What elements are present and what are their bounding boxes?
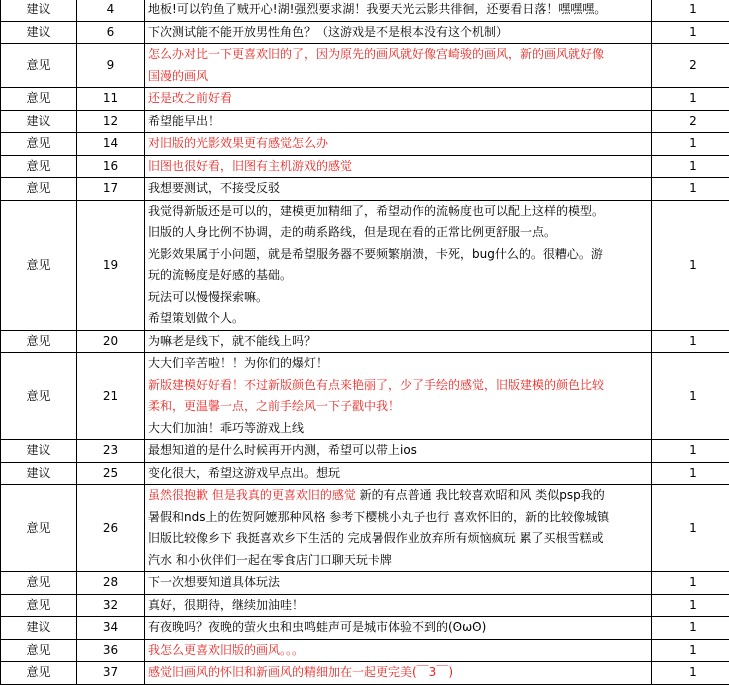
count-cell[interactable]: 1 [652,662,729,685]
feedback-text-line: 有夜晚吗？夜晚的萤火虫和虫鸣蛙声可是城市体验不到的(ʘωʘ) [148,617,648,639]
feedback-text-cell[interactable] [145,462,652,485]
category-cell[interactable]: 意见 [1,44,77,88]
feedback-text-line: 地板!可以钓鱼了贼开心!湖!强烈要求湖！我要天光云影共徘徊，还要看日落！嘿嘿嘿。 [148,0,648,21]
count-cell[interactable]: 1 [652,572,729,595]
feedback-text-line: 变化很大，希望这游戏早点出。想玩 [148,463,648,485]
id-cell[interactable]: 36 [77,639,145,662]
category-cell[interactable]: 建议 [1,440,77,463]
category-cell[interactable]: 意见 [1,639,77,662]
category-cell[interactable]: 意见 [1,200,77,330]
category-cell[interactable]: 意见 [1,178,77,201]
category-cell[interactable]: 建议 [1,110,77,133]
feedback-text-cell[interactable] [145,662,652,685]
feedback-text-line: 怎么办对比一下更喜欢旧的了，因为原先的画风就好像宫崎骏的画风，新的画风就好像 [148,44,648,66]
feedback-text-cell[interactable] [145,0,652,21]
feedback-text-line: 希望策划做个人。 [148,308,648,330]
table-row [1,110,729,133]
table-row [1,44,729,88]
feedback-text-line: 暑假和nds上的佐贺阿嬷那种风格 参考下樱桃小丸子也行 喜欢怀旧的，新的比较像城镇 [148,507,648,529]
table-row [1,572,729,595]
feedback-text-cell[interactable] [145,88,652,111]
category-cell[interactable]: 意见 [1,485,77,572]
feedback-text-line: 汽水 和小伙伴们一起在零食店门口聊天玩卡牌 [148,550,648,572]
id-cell[interactable]: 37 [77,662,145,685]
count-cell[interactable]: 1 [652,200,729,330]
id-cell[interactable]: 28 [77,572,145,595]
feedback-text-line: 玩法可以慢慢探索嘛。 [148,287,648,309]
category-cell[interactable]: 建议 [1,0,77,21]
id-cell[interactable]: 26 [77,485,145,572]
feedback-text-line: 旧版的人身比例不协调，走的萌系路线，但是现在看的正常比例更舒服一点。 [148,222,648,244]
feedback-text-cell[interactable] [145,330,652,353]
table-row [1,440,729,463]
count-cell[interactable]: 1 [652,155,729,178]
count-cell[interactable]: 1 [652,178,729,201]
feedback-text-line: 还是改之前好看 [148,88,648,110]
table-row [1,353,729,440]
count-cell[interactable]: 1 [652,0,729,21]
feedback-text-line: 玩的流畅度是好感的基础。 [148,265,648,287]
category-cell[interactable]: 意见 [1,133,77,156]
id-cell[interactable]: 32 [77,594,145,617]
feedback-text-cell[interactable] [145,110,652,133]
table-row [1,178,729,201]
feedback-text-line: 对旧版的光影效果更有感觉怎么办 [148,133,648,155]
feedback-text-line: 旧版比较像乡下 我挺喜欢乡下生活的 完成暑假作业放弃所有烦恼疯玩 累了买根雪糕或 [148,528,648,550]
id-cell[interactable]: 19 [77,200,145,330]
count-cell[interactable]: 1 [652,639,729,662]
count-cell[interactable]: 1 [652,462,729,485]
feedback-text-line: 下次测试能不能开放男性角色？（这游戏是不是根本没有这个机制） [148,22,648,44]
id-cell[interactable]: 4 [77,0,145,21]
feedback-text-line: 真好，很期待，继续加油哇！ [148,595,648,617]
feedback-text-line: 旧图也很好看，旧图有主机游戏的感觉 [148,156,648,178]
category-cell[interactable]: 意见 [1,662,77,685]
feedback-text-segment: 新的有点普通 我比较喜欢昭和风 类似psp我的 [356,488,605,502]
count-cell[interactable]: 1 [652,594,729,617]
id-cell[interactable]: 11 [77,88,145,111]
feedback-text-cell[interactable] [145,594,652,617]
feedback-text-line: 新版建模好好看！不过新版颜色有点来艳丽了，少了手绘的感觉，旧版建模的颜色比较 [148,375,648,397]
count-cell[interactable]: 1 [652,330,729,353]
id-cell[interactable]: 20 [77,330,145,353]
table-row [1,617,729,640]
category-cell[interactable]: 意见 [1,594,77,617]
feedback-text-line: 希望能早出！ [148,111,648,133]
feedback-text-line: 最想知道的是什么时候再开内测，希望可以带上ios [148,440,648,462]
feedback-text-line: 下一次想要知道具体玩法 [148,572,648,594]
id-cell[interactable]: 9 [77,44,145,88]
feedback-text-cell[interactable] [145,200,652,330]
feedback-text-line: 我怎么更喜欢旧版的画风。。。 [148,640,648,662]
count-cell[interactable]: 1 [652,133,729,156]
table-row [1,485,729,572]
feedback-text-cell[interactable] [145,639,652,662]
table-row [1,133,729,156]
table-row [1,88,729,111]
feedback-table-body [1,0,729,684]
table-row [1,155,729,178]
table-row [1,594,729,617]
feedback-text-cell[interactable] [145,440,652,463]
feedback-text-cell[interactable] [145,485,652,572]
feedback-text-segment: 虽然很抱歉 但是我真的更喜欢旧的感觉 [148,488,356,502]
id-cell[interactable]: 21 [77,353,145,440]
feedback-text-line: 光影效果属于小问题，就是希望服务器不要频繁崩溃，卡死，bug什么的。很糟心。游 [148,244,648,266]
feedback-text-line [148,485,648,507]
feedback-text-cell[interactable] [145,617,652,640]
id-cell[interactable]: 12 [77,110,145,133]
category-cell[interactable]: 建议 [1,21,77,44]
table-row [1,330,729,353]
count-cell[interactable]: 1 [652,440,729,463]
feedback-text-cell[interactable] [145,572,652,595]
id-cell[interactable]: 25 [77,462,145,485]
feedback-text-cell[interactable] [145,353,652,440]
table-row [1,200,729,330]
count-cell[interactable]: 1 [652,353,729,440]
id-cell[interactable]: 17 [77,178,145,201]
category-cell[interactable]: 意见 [1,572,77,595]
count-cell[interactable]: 1 [652,617,729,640]
feedback-text-line: 大大们加油！乖巧等游戏上线 [148,418,648,440]
category-cell[interactable]: 意见 [1,353,77,440]
feedback-text-line: 为嘛老是线下，就不能线上吗？ [148,331,648,353]
table-row [1,462,729,485]
count-cell[interactable]: 2 [652,44,729,88]
id-cell[interactable]: 23 [77,440,145,463]
category-cell[interactable]: 意见 [1,155,77,178]
feedback-text-cell[interactable] [145,44,652,88]
feedback-text-line: 国漫的画风 [148,66,648,88]
count-cell[interactable]: 1 [652,21,729,44]
feedback-text-line: 我觉得新版还是可以的，建模更加精细了，希望动作的流畅度也可以配上这样的模型。 [148,201,648,223]
id-cell[interactable]: 34 [77,617,145,640]
feedback-text-line: 我想要测试，不接受反驳 [148,178,648,200]
table-row [1,639,729,662]
feedback-text-cell[interactable] [145,21,652,44]
id-cell[interactable]: 14 [77,133,145,156]
feedback-text-line: 大大们辛苦啦！！为你们的爆灯！ [148,353,648,375]
count-cell[interactable]: 1 [652,88,729,111]
count-cell[interactable]: 2 [652,110,729,133]
id-cell[interactable]: 6 [77,21,145,44]
table-row [1,21,729,44]
feedback-text-cell[interactable] [145,133,652,156]
feedback-text-line: 柔和，更温馨一点，之前手绘风一下子戳中我！ [148,396,648,418]
category-cell[interactable]: 意见 [1,88,77,111]
category-cell[interactable]: 建议 [1,462,77,485]
feedback-text-cell[interactable] [145,178,652,201]
feedback-text-line: 感觉旧画风的怀旧和新画风的精细加在一起更完美(￣3￣) [148,662,648,684]
category-cell[interactable]: 建议 [1,617,77,640]
count-cell[interactable]: 1 [652,485,729,572]
feedback-text-cell[interactable] [145,155,652,178]
category-cell[interactable]: 意见 [1,330,77,353]
id-cell[interactable]: 16 [77,155,145,178]
table-row [1,662,729,685]
table-row [1,0,729,21]
